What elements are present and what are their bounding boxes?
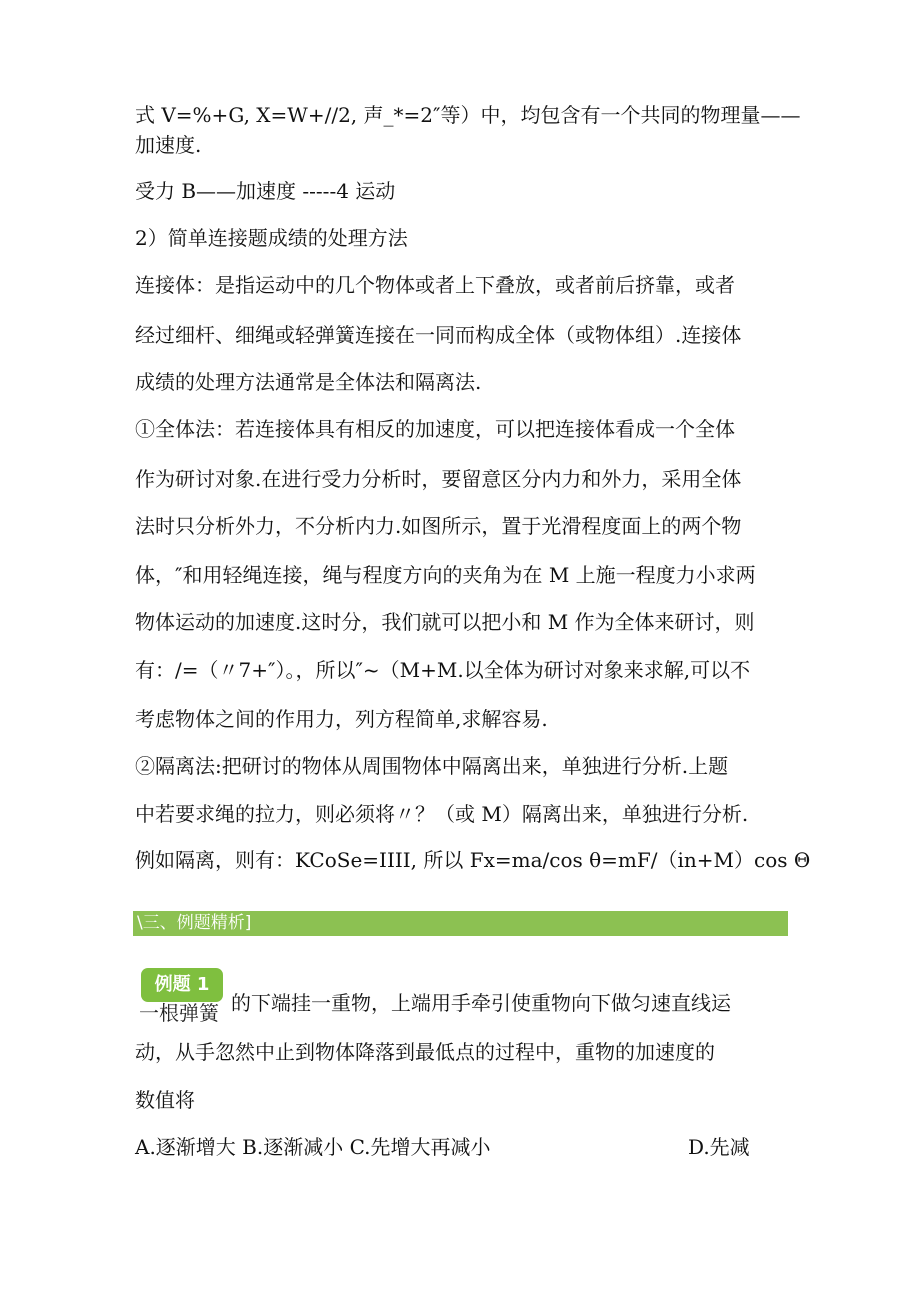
section-header: \三、例题精析] [137,913,252,933]
answer-options: A.逐渐增大 B.逐渐减小 C.先增大再减小 [135,1135,491,1159]
example-badge: 例题 1 [141,968,223,1002]
text-line: 体，″和用轻绳连接，绳与程度方向的夹角为在 M 上施一程度力小求两 [135,563,756,587]
example-text-line: 数值将 [135,1088,195,1112]
formula-line: 例如隔离，则有：KCoSe=IIII, 所以 Fx=ma/cos θ=mF/（in+M）cos Θ [135,848,811,872]
text-line: 加速度. [135,133,202,157]
text-line: 连接体：是指运动中的几个物体或者上下叠放，或者前后挤靠，或者 [135,273,735,297]
text-line: ①全体法：若连接体具有相反的加速度，可以把连接体看成一个全体 [135,417,735,441]
text-line: 作为研讨对象.在进行受力分析时，要留意区分内力和外力，采用全体 [135,467,742,491]
text-line: 中若要求绳的拉力，则必须将〃？（或 M）隔离出来，单独进行分析. [135,802,749,826]
text-line: 物体运动的加速度.这时分，我们就可以把小和 M 作为全体来研讨，则 [135,610,755,634]
text-line: 考虑物体之间的作用力，列方程简单,求解容易. [135,707,548,731]
text-line: ②隔离法:把研讨的物体从周围物体中隔离出来，单独进行分析.上题 [135,754,729,778]
text-line: 有：/=（〃7+″）。，所以″~（M+M.以全体为研讨对象来求解,可以不 [135,658,751,682]
example-text-line: 的下端挂一重物，上端用手牵引使重物向下做匀速直线运 [231,991,731,1015]
answer-option-d: D.先减 [688,1135,750,1159]
text-line: 式 V=%+G, X=W+//2, 声_*=2″等）中，均包含有一个共同的物理量—— [135,103,801,127]
example-badge-caption: 一根弹簧 [139,1001,219,1025]
text-line: 受力 B——加速度 -----4 运动 [135,179,396,203]
section-header-bar [133,911,788,936]
text-line: 法时只分析外力，不分析内力.如图所示，置于光滑程度面上的两个物 [135,514,742,538]
example-text-line: 动，从手忽然中止到物体降落到最低点的过程中，重物的加速度的 [135,1040,715,1064]
text-line: 2）简单连接题成绩的处理方法 [135,226,408,250]
text-line: 成绩的处理方法通常是全体法和隔离法. [135,370,482,394]
text-line: 经过细杆、细绳或轻弹簧连接在一同而构成全体（或物体组）.连接体 [135,323,742,347]
